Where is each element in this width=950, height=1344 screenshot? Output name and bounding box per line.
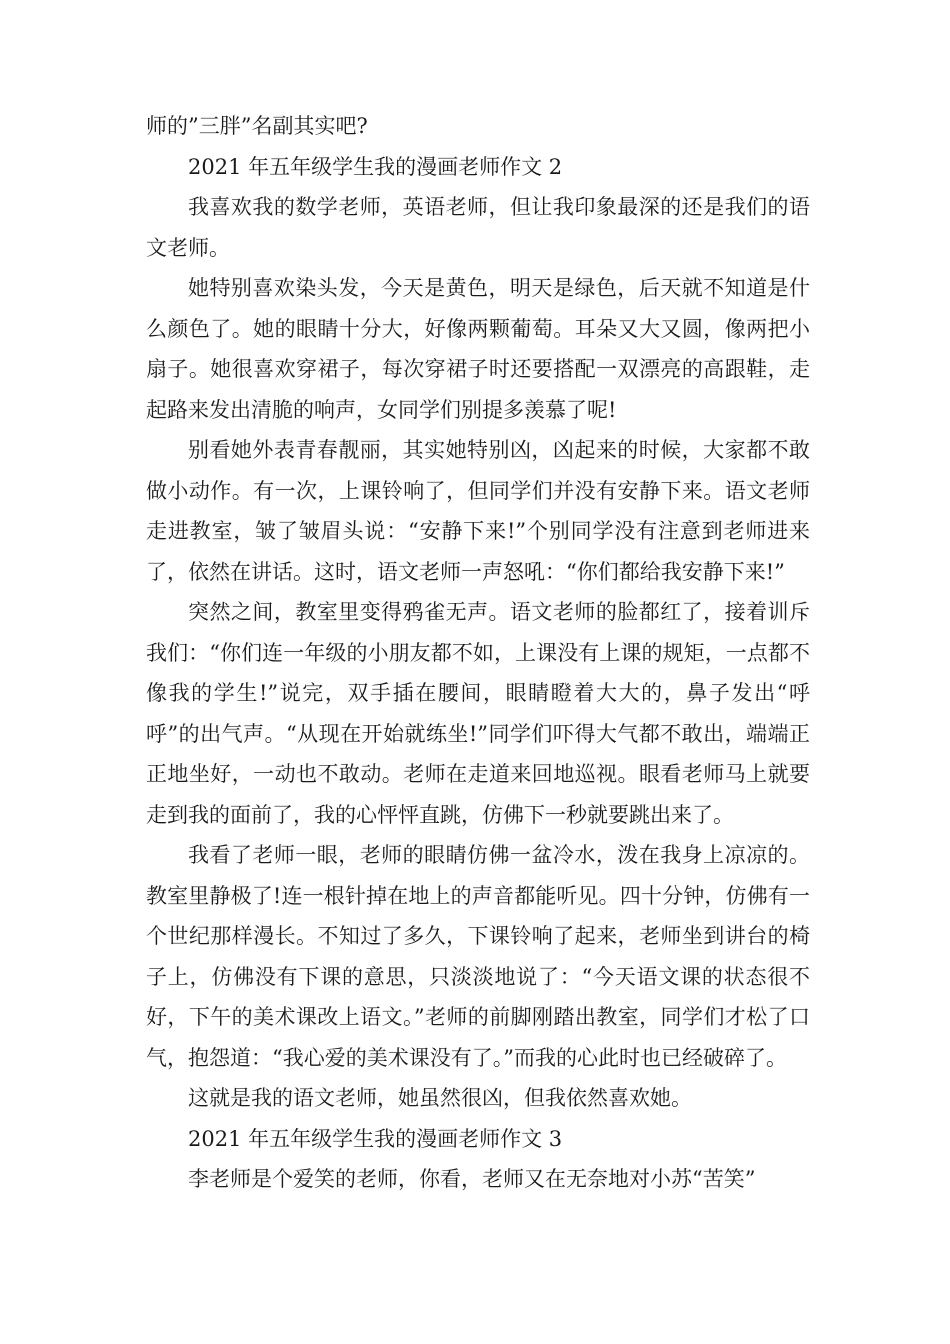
paragraph-appearance: 她特别喜欢染头发，今天是黄色，明天是绿色，后天就不知道是什么颜色了。她的眼睛十分大，好像两颗葡萄。耳朵又大又圆，像两把小扇子。她很喜欢穿裙子，每次穿裙子时还要搭配一双漂亮的高跟鞋，走起路来发出清脆的响声，女同学们别提多羡慕了呢!: [146, 276, 810, 422]
document-page: [146, 106, 810, 1200]
paragraph-continuation: 师的”三胖”名副其实吧?: [146, 114, 368, 138]
paragraph-look: 我看了老师一眼，老师的眼睛仿佛一盆冷水，泼在我身上凉凉的。教室里静极了!连一根针掉在地上的声音都能听见。四十分钟，仿佛有一个世纪那样漫长。不知过了多久，下课铃响了起来，老师坐到讲台的椅子上，仿佛没有下课的意思，只淡淡地说了：“今天语文课的状态很不好，下午的美术课改上语文。”老师的前脚刚踏出教室，同学们才松了口气，抱怨道：“我心爱的美术课没有了。”而我的心此时也已经破碎了。: [146, 843, 810, 1070]
paragraph-silence: 突然之间，教室里变得鸦雀无声。语文老师的脸都红了，接着训斥我们：“你们连一年级的小朋友都不如，上课没有上课的规矩，一点都不像我的学生!”说完，双手插在腰间，眼睛瞪着大大的，鼻子发出“呼呼”的出气声。“从现在开始就练坐!”同学们吓得大气都不敢出，端端正正地坐好，一动也不敢动。老师在走道来回地巡视。眼看老师马上就要走到我的面前了，我的心怦怦直跳，仿佛下一秒就要跳出来了。: [146, 600, 810, 827]
paragraph-conclusion: 这就是我的语文老师，她虽然很凶，但我依然喜欢她。: [188, 1086, 692, 1110]
paragraph-essay3-start: 李老师是个爱笑的老师，你看，老师又在无奈地对小苏“苦笑”: [188, 1167, 756, 1191]
essay-heading-3: 2021 年五年级学生我的漫画老师作文 3: [188, 1126, 563, 1151]
paragraph-strict: 别看她外表青春靓丽，其实她特别凶，凶起来的时候，大家都不敢做小动作。有一次，上课铃响了，但同学们并没有安静下来。语文老师走进教室，皱了皱眉头说：“安静下来!”个别同学没有注意到老师进来了，依然在讲话。这时，语文老师一声怒吼：“你们都给我安静下来!”: [146, 438, 810, 584]
paragraph-intro: 我喜欢我的数学老师，英语老师，但让我印象最深的还是我们的语文老师。: [146, 195, 810, 260]
essay-heading-2: 2021 年五年级学生我的漫画老师作文 2: [188, 154, 563, 179]
